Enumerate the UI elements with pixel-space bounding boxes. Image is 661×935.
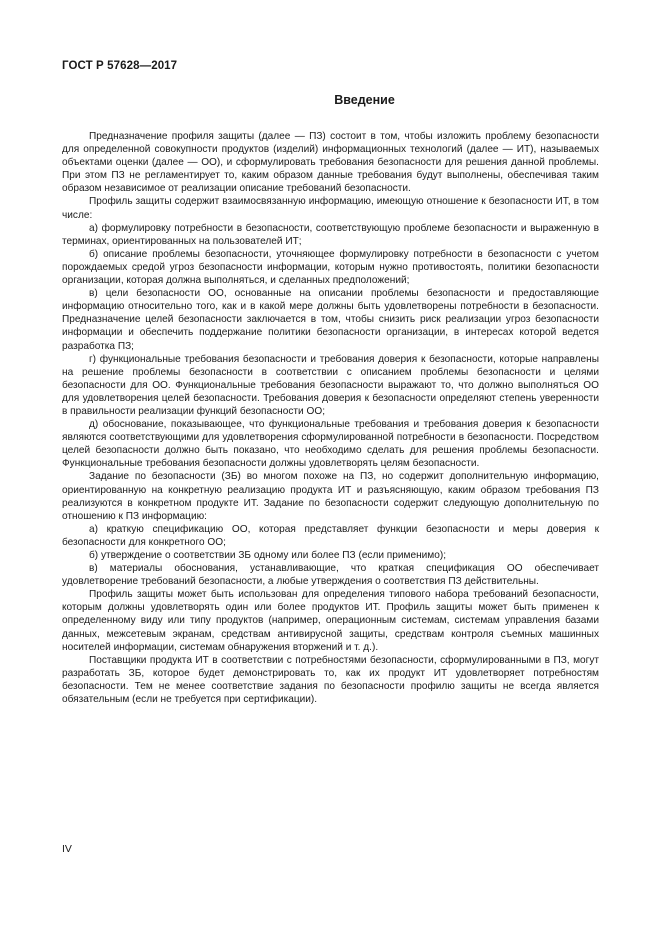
list-item: а) формулировку потребности в безопасности, соответствующую проблеме безопасности и выраженную в терминах, ориентированных на пользователей ИТ; [62, 222, 599, 247]
paragraph: Профиль защиты может быть использован для определения типового набора требований безопасности, которым должны удовлетворять один или более продуктов ИТ. Профиль защиты может быть применен к определенному виду или типу продуктов (например, операционным системам, системам управления базами данных, межсетевым экранам, средствам антивирусной защиты, средствам контроля съемных машинных носителей информации, системам обнаружения вторжений и т. д.). [62, 589, 599, 653]
section-title [0, 93, 661, 107]
paragraph: Поставщики продукта ИТ в соответствии с потребностями безопасности, сформулированными в ПЗ, могут разработать ЗБ, которое будет демонстрировать то, как их продукт ИТ удовлетворяет потребностям безопасности. Тем не менее соответствие задания по безопасности профилю защиты не всегда является обязательным (если не требуется при сертификации). [62, 654, 599, 706]
list-item: г) функциональные требования безопасности и требования доверия к безопасности, которые направлены на решение проблемы безопасности в соответствии с описанием проблемы безопасности и целями безопасности для ОО. Функциональные требования безопасности выражают то, что должно выполняться ОО для удовлетворения целей безопасности. Требования доверия к безопасности определяют степень уверенности в правильности реализации функций безопасности ОО; [62, 353, 599, 417]
section-title-text: Введение [334, 93, 395, 107]
list-item: в) материалы обоснования, устанавливающие, что краткая спецификация ОО обеспечивает удовлетворение требований безопасности, а любые утверждения о соответствия ПЗ действительны. [62, 563, 599, 588]
paragraph: Предназначение профиля защиты (далее — ПЗ) состоит в том, чтобы изложить проблему безопасности для определенной совокупности продуктов (изделий) информационных технологий (далее — ИТ), называемых объектами оценки (далее — ОО), и сформулировать требования безопасности для решения данной проблемы. При этом ПЗ не регламентирует то, каким образом данные требования будут выполнены, обеспечивая таким образом независимое от реализации описание требований безопасности. [62, 131, 599, 195]
list-item: в) цели безопасности ОО, основанные на описании проблемы безопасности и предоставляющие информацию относительно того, как и в какой мере должны быть удовлетворены потребности в безопасности. Предназначение целей безопасности заключается в том, чтобы снизить риск реализации угроз безопасности информации и обеспечить поддержание политики безопасности организации, в интересах которой ведется разработка ПЗ; [62, 288, 599, 352]
list-item: д) обоснование, показывающее, что функциональные требования и требования доверия к безопасности являются соответствующими для удовлетворения сформулированной потребности в безопасности. Посредством целей безопасности должно быть показано, что необходимо сделать для решения проблемы безопасности. Функциональные требования безопасности должны удовлетворять целям безопасности. [62, 419, 599, 470]
list-item: б) утверждение о соответствии ЗБ одному или более ПЗ (если применимо); [89, 550, 447, 561]
paragraph: Профиль защиты содержит взаимосвязанную информацию, имеющую отношение к безопасности ИТ, в том числе: [62, 196, 599, 221]
body-text [62, 130, 599, 706]
document-header: ГОСТ Р 57628—2017 [62, 60, 178, 72]
list-item: б) описание проблемы безопасности, уточняющее формулировку потребности в безопасности с учетом порождаемых средой угроз безопасности информации, которым нужно противостоять, политики безопасности организации, которая должна выполняться, и сделанных предположений; [62, 248, 599, 287]
paragraph: Задание по безопасности (ЗБ) во многом похоже на ПЗ, но содержит дополнительную информацию, ориентированную на конкретную реализацию продукта ИТ и разъясняющую, каким образом требования ПЗ реализуются в конкретном продукте ИТ. Задание по безопасности содержит следующую дополнительную по отношению к ПЗ информацию: [62, 471, 599, 522]
page-number: IV [62, 843, 72, 855]
list-item: а) краткую спецификацию ОО, которая представляет функции безопасности и меры доверия к безопасности для конкретного ОО; [62, 523, 599, 548]
